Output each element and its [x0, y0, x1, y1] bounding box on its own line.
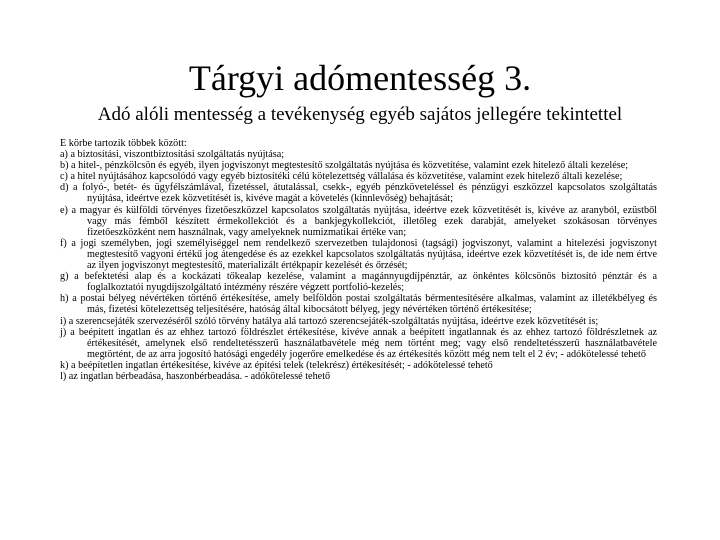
exemption-list — [60, 149, 657, 382]
slide-subtitle: Adó alóli mentesség a tevékenység egyéb sajátos jellegére tekintettel — [97, 104, 623, 125]
list-item: f) a jogi személyben, jogi személyiséggel nem rendelkező szervezetben tulajdonosi (tagsági) jogviszonyt, valamint a hitelezési jogviszonyt megtestesítő vagyoni értékű jog átengedése és az ezekkel kapcsolatos szolgáltatás nyújtása, ideértve ezek közvetítését is, de ide nem értve az ilyen jogviszonyt megtestesítő, materializált értékpapír kezelését és őrzését; — [60, 237, 657, 272]
list-item: l) az ingatlan bérbeadása, haszonbérbeadása. - adókötelessé tehető — [60, 370, 331, 382]
list-item: g) a befektetési alap és a kockázati tőkealap kezelése, valamint a magánnyugdíjpénztár, az önkéntes kölcsönös biztosító pénztár és a foglalkoztatói nyugdíjszolgáltató intézmény részére végzett portfolió-kezelés; — [60, 271, 657, 294]
list-item: j) a beépített ingatlan és az ehhez tartozó földrészlet értékesítése, kivéve annak a beépített ingatlannak és az ehhez tartozó földrészletnek az értékesítését, amelynek első rendeltetésszerű használatbavétele még nem történt meg; vagy első rendeltetésszerű használatbavétele megtörtént, de az arra jogosító hatósági engedély jogerőre emelkedése és az értékesítés között még nem telt el 2 év; - adókötelessé tehető — [60, 326, 657, 360]
list-item: k) a beépítetlen ingatlan értékesítése, kivéve az építési telek (telekrész) értékesítését; - adókötelessé tehető — [60, 359, 493, 371]
slide-title: Tárgyi adómentesség 3. — [188, 58, 532, 98]
list-item: h) a postai bélyeg névértéken történő értékesítése, amely belföldön postai szolgáltatás bérmentesítésére alkalmas, valamint az illetékbélyeg és más, fizetési kötelezettség teljesítésére, hatóság által kibocsátott bélyeg, jegy névértéken történő értékesítése; — [60, 293, 657, 316]
list-item: a) a biztosítási, viszontbiztosítási szolgáltatás nyújtása; — [60, 149, 285, 161]
list-item: e) a magyar és külföldi törvényes fizetőeszközzel kapcsolatos szolgáltatás nyújtása, ideértve ezek közvetítését is, kivéve az aranyból, ezüstből vagy más fémből készített érmekollekciót és a bankjegykollekciót, illetőleg ezek darabját, amelyeket szokásosan törvényes fizetőeszközként nem használnak, vagy amelyeknek numizmatikai értéke van; — [60, 204, 657, 238]
list-item: c) a hitel nyújtásához kapcsolódó vagy egyéb biztosítéki célú kötelezettség vállalása és közvetítése, valamint ezek hitelező általi kezelése; — [60, 171, 623, 183]
list-item: i) a szerencsejáték szervezéséről szóló törvény hatálya alá tartozó szerencsejáték-szolgáltatás nyújtása, ideértve ezek közvetítését is; — [60, 315, 599, 327]
list-item: b) a hitel-, pénzkölcsön és egyéb, ilyen jogviszonyt megtestesítő szolgáltatás nyújtása és közvetítése, valamint ezek hitelező általi kezelése; — [60, 160, 629, 172]
intro-text: E körbe tartozik többek között: — [60, 138, 187, 149]
list-item: d) a folyó-, betét- és ügyfélszámlával, fizetéssel, átutalással, csekk-, egyéb pénzköveteléssel és pénzügyi eszközzel kapcsolatos szolgáltatás nyújtása, ideértve ezek közvetítését is, kivéve magát a követelés (kinnlevőség) behajtását; — [60, 182, 657, 205]
slide-body — [60, 138, 657, 382]
